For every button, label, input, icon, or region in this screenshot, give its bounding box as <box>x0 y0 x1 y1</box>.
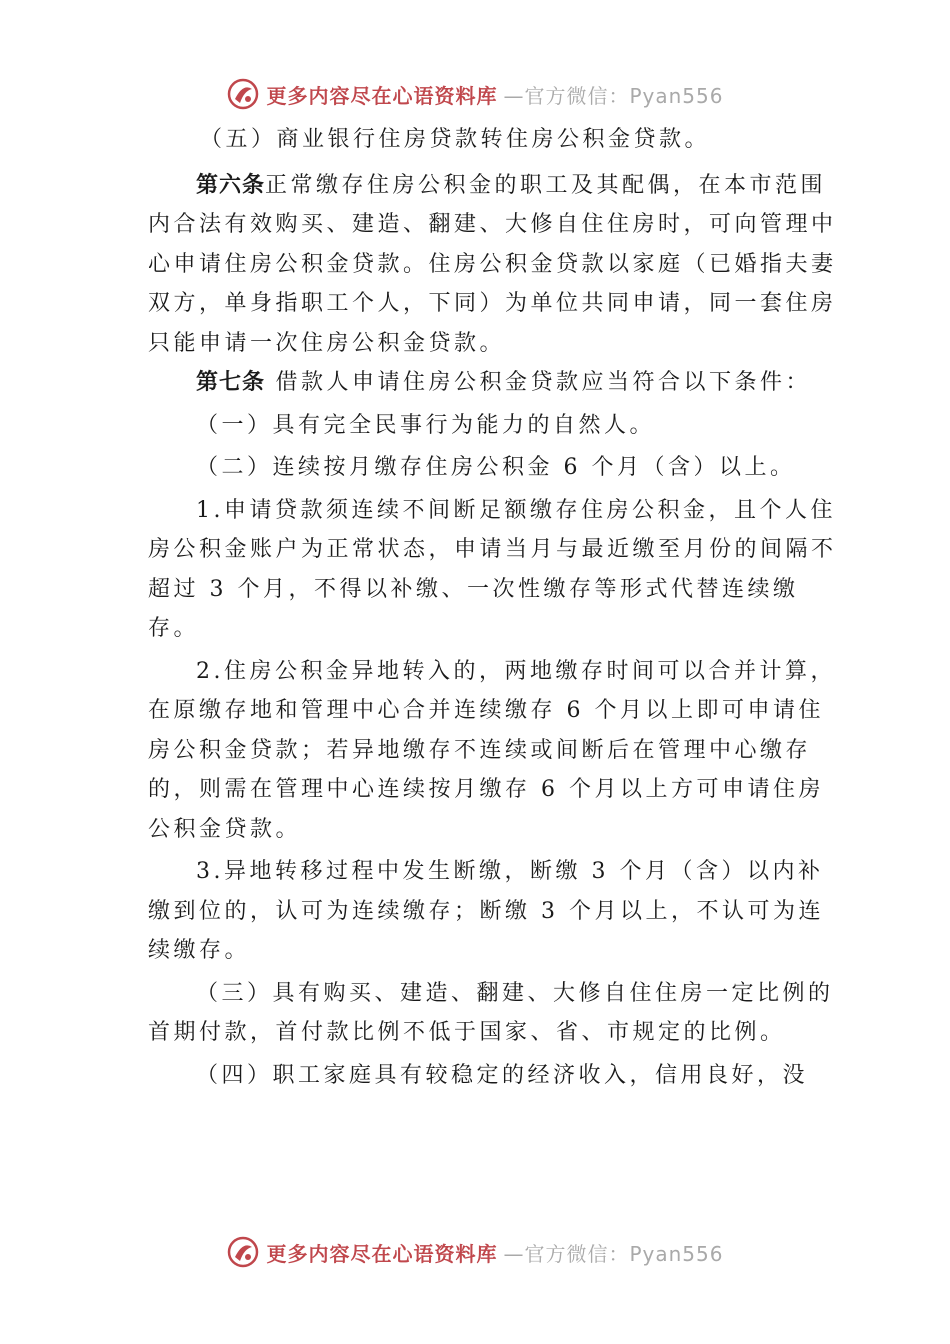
logo-icon <box>226 1235 260 1269</box>
condition-3 <box>148 974 838 1053</box>
document-body <box>148 120 838 1095</box>
paragraph-text: 1.申请贷款须连续不间断足额缴存住房公积金，且个人住房公积金账户为正常状态，申请当月与最近缴至月份的间隔不超过 3 个月，不得以补缴、一次性缴存等形式代替连续缴存。 <box>148 497 837 641</box>
paragraph-text: 借款人申请住房公积金贷款应当符合以下条件： <box>265 370 812 395</box>
article-heading: 第七条 <box>196 370 266 395</box>
paragraph-item-5 <box>148 120 838 160</box>
paragraph-text: （二）连续按月缴存住房公积金 6 个月（含）以上。 <box>196 455 796 480</box>
paragraph-text: 正常缴存住房公积金的职工及其配偶，在本市范围内合法有效购买、建造、翻建、大修自住住房时，可向管理中心申请住房公积金贷款。住房公积金贷款以家庭（已婚指夫妻双方，单身指职工个人，下同）为单位共同申请，同一套住房只能申请一次住房公积金贷款。 <box>148 172 837 356</box>
condition-2 <box>148 448 838 488</box>
paragraph-text: （三）具有购买、建造、翻建、大修自住住房一定比例的首期付款，首付款比例不低于国家、省、市规定的比例。 <box>148 980 834 1045</box>
paragraph-text: （五）商业银行住房贷款转住房公积金贷款。 <box>200 127 711 152</box>
watermark-gray-text: —官方微信：Pyan556 <box>503 1241 724 1266</box>
sub-item-1 <box>148 491 838 649</box>
watermark-header <box>0 72 950 116</box>
watermark-red-text: 更多内容尽在心语资料库 <box>266 83 498 108</box>
paragraph-text: 3.异地转移过程中发生断缴，断缴 3 个月（含）以内补缴到位的，认可为连续缴存；断缴 3 个月以上，不认可为连续缴存。 <box>148 859 824 963</box>
paragraph-text: （一）具有完全民事行为能力的自然人。 <box>196 412 656 438</box>
watermark-red-text: 更多内容尽在心语资料库 <box>266 1241 498 1266</box>
logo-icon <box>226 77 260 111</box>
article-6 <box>148 166 838 364</box>
paragraph-text: （四）职工家庭具有较稳定的经济收入，信用良好，没 <box>196 1062 809 1088</box>
watermark-gray-text: —官方微信：Pyan556 <box>503 83 724 108</box>
condition-1 <box>148 406 838 446</box>
article-heading: 第六条 <box>196 172 266 198</box>
paragraph-text: 2.住房公积金异地转入的，两地缴存时间可以合并计算，在原缴存地和管理中心合并连续缴存 6 个月以上即可申请住房公积金贷款；若异地缴存不连续或间断后在管理中心缴存 的，则需在管理中心连续按月缴存 6 个月以上方可申请住房公积金贷款。 <box>148 658 836 842</box>
watermark-footer <box>0 1230 950 1274</box>
condition-4 <box>148 1056 838 1096</box>
article-7 <box>148 363 838 403</box>
sub-item-3 <box>148 852 838 971</box>
sub-item-2 <box>148 652 838 850</box>
